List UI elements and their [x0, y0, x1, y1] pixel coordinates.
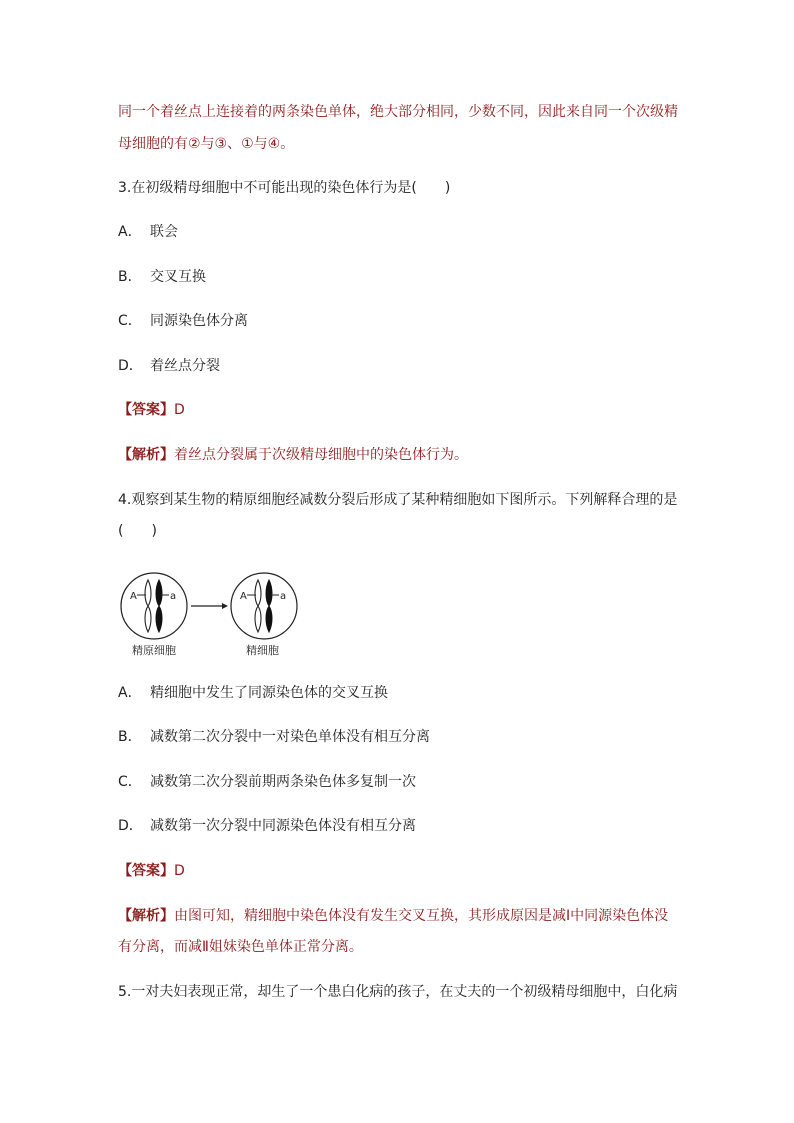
- answer-tag: 【答案】: [118, 402, 174, 418]
- q3-answer: [118, 400, 185, 420]
- q3-option-d: [118, 356, 220, 376]
- q2-explanation-line-1: 同一个着丝点上连接着的两条染色单体，绝大部分相同，少数不同，因此来自同一个次级精: [118, 104, 678, 120]
- q5-stem-line-1: 5.一对夫妇表现正常，却生了一个患白化病的孩子，在丈夫的一个初级精母细胞中，白化病: [118, 984, 678, 1000]
- option-letter: A．: [118, 685, 142, 701]
- q3-option-c: [118, 311, 248, 331]
- allele-a-label: a: [170, 591, 177, 602]
- q4-option-b: [118, 727, 430, 747]
- answer-value: D: [174, 402, 185, 418]
- caption-spermatogonium: 精原细胞: [132, 644, 176, 657]
- q4-stem-line-2: ( ): [118, 523, 157, 539]
- q3-option-b: [118, 267, 206, 287]
- analysis-tag: 【解析】: [118, 908, 174, 924]
- option-letter: B．: [118, 729, 142, 745]
- option-text: 联会: [150, 224, 178, 240]
- answer-tag: 【答案】: [118, 863, 174, 879]
- option-letter: C．: [118, 774, 142, 790]
- analysis-text: 着丝点分裂属于次级精母细胞中的染色体行为。: [174, 447, 468, 463]
- q4-option-c: [118, 772, 416, 792]
- q3-stem: 3.在初级精母细胞中不可能出现的染色体行为是( ): [118, 180, 451, 196]
- option-letter: C．: [118, 313, 142, 329]
- q4-analysis-line-2: 有分离，而减Ⅱ姐妹染色单体正常分离。: [118, 939, 363, 955]
- answer-value: D: [174, 863, 185, 879]
- cell-diagram: [118, 568, 308, 658]
- option-text: 减数第二次分裂中一对染色单体没有相互分离: [150, 729, 430, 745]
- allele-A-label: A: [130, 591, 137, 602]
- option-letter: D．: [118, 358, 143, 374]
- q4-option-a: [118, 683, 388, 703]
- option-text: 精细胞中发生了同源染色体的交叉互换: [150, 685, 388, 701]
- option-letter: A．: [118, 224, 142, 240]
- q3-option-a: [118, 222, 178, 242]
- q4-analysis-line-1: [118, 906, 668, 926]
- option-text: 同源染色体分离: [150, 313, 248, 329]
- analysis-text: 由图可知，精细胞中染色体没有发生交叉互换，其形成原因是减Ⅰ中同源染色体没: [174, 908, 669, 924]
- q4-stem-line-1: 4.观察到某生物的精原细胞经减数分裂后形成了某种精细胞如下图所示。下列解释合理的是: [118, 492, 678, 508]
- allele-A-label: A: [240, 591, 247, 602]
- option-text: 减数第二次分裂前期两条染色体多复制一次: [150, 774, 416, 790]
- q3-analysis: [118, 445, 468, 465]
- arrow-icon: [191, 603, 228, 609]
- allele-a-label: a: [280, 591, 287, 602]
- q4-figure: [118, 568, 308, 658]
- q4-answer: [118, 861, 185, 881]
- q4-option-d: [118, 816, 416, 836]
- option-letter: D．: [118, 818, 143, 834]
- option-text: 减数第一次分裂中同源染色体没有相互分离: [150, 818, 416, 834]
- option-letter: B．: [118, 269, 142, 285]
- sperm-cell: [231, 573, 297, 639]
- q2-explanation-line-2: 母细胞的有②与③、①与④。: [118, 136, 295, 152]
- option-text: 交叉互换: [150, 269, 206, 285]
- analysis-tag: 【解析】: [118, 447, 174, 463]
- option-text: 着丝点分裂: [150, 358, 220, 374]
- caption-sperm-cell: 精细胞: [246, 644, 279, 657]
- spermatogonium-cell: [121, 573, 187, 639]
